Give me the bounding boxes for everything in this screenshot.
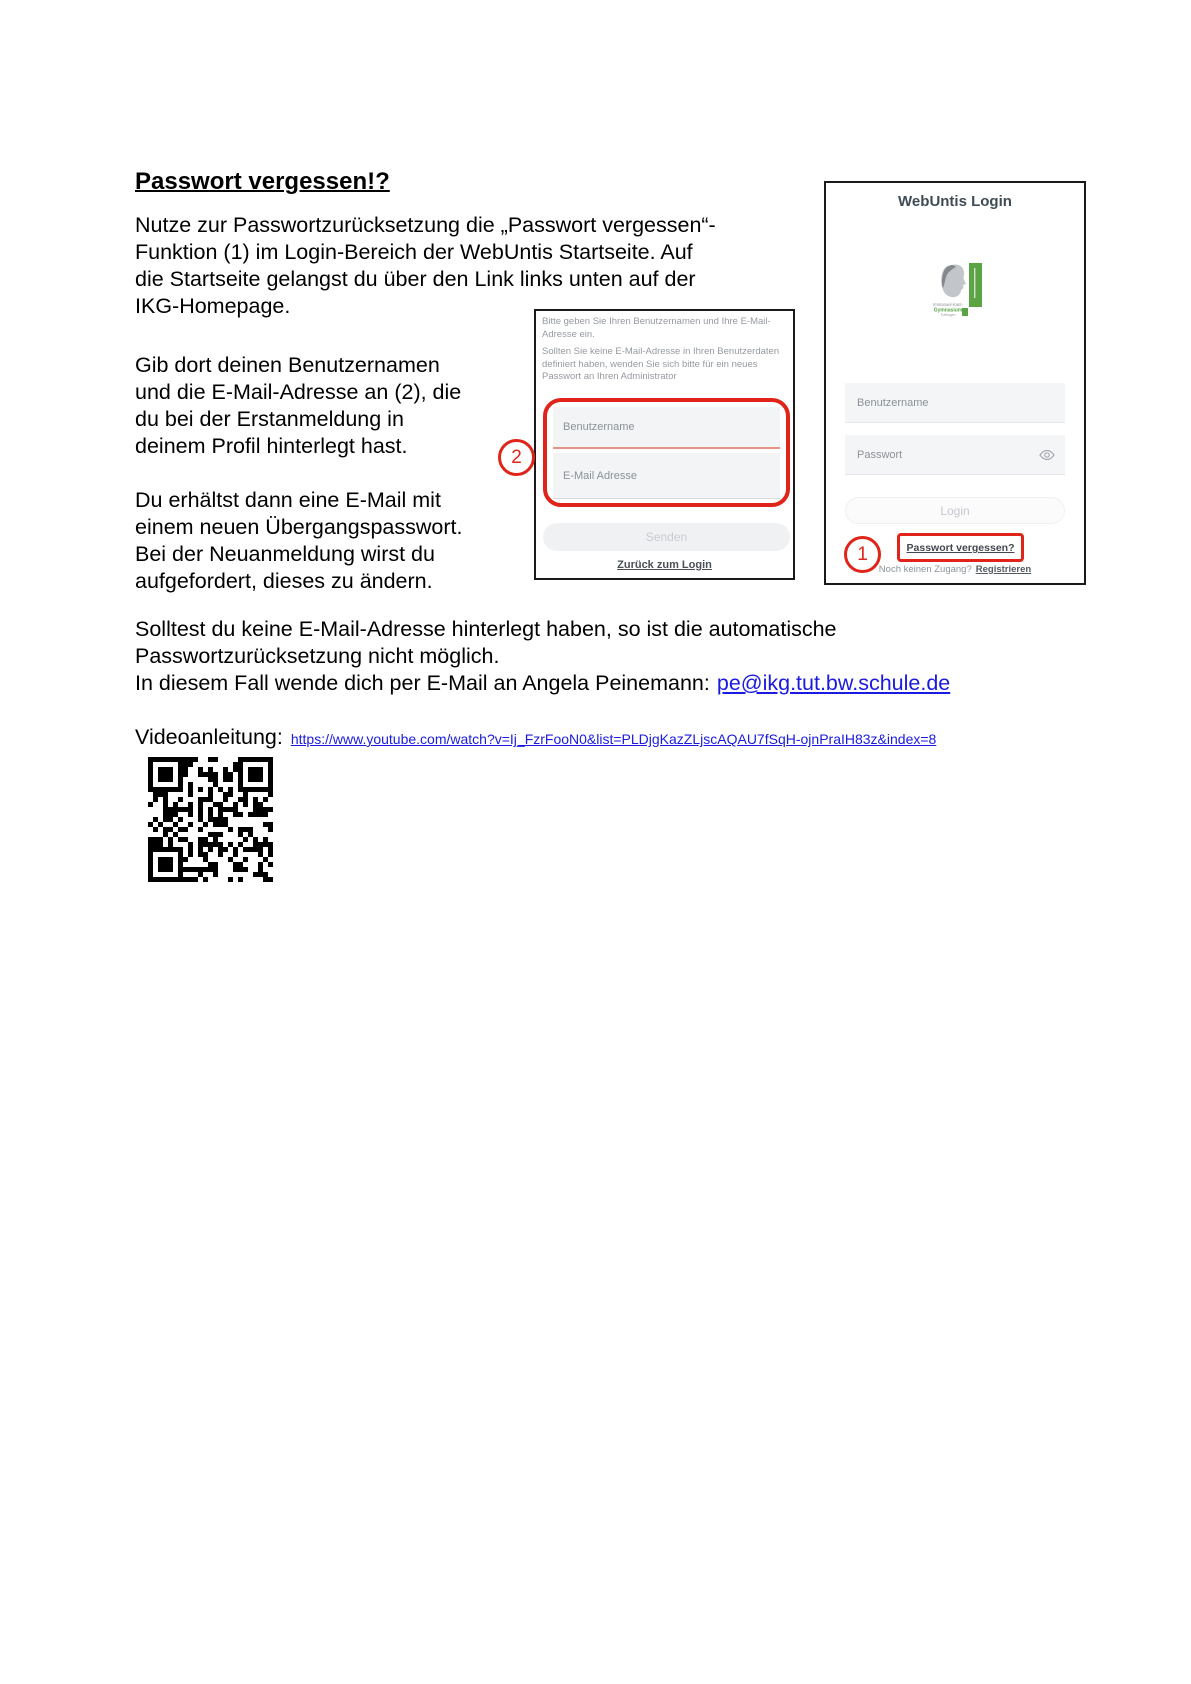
- username-placeholder: Benutzername: [563, 421, 635, 433]
- webuntis-login-title: WebUntis Login: [898, 193, 1012, 210]
- qr-code: [148, 757, 273, 882]
- text-line: Bei der Neuanmeldung wirst du: [135, 542, 435, 566]
- video-line: [135, 724, 936, 753]
- username-field: [553, 407, 780, 449]
- text-line: und die E-Mail-Adresse an (2), die: [135, 380, 462, 404]
- video-link[interactable]: https://www.youtube.com/watch?v=Ij_FzrFooN0&list=PLDjgKazZLjscAQAU7fSqH-ojnPraIH83z&index=8: [290, 731, 937, 747]
- text-line: aufgefordert, dieses zu ändern.: [135, 569, 433, 593]
- text-line: Passwortzurücksetzung nicht möglich.: [135, 644, 500, 668]
- note-paragraph: [135, 616, 837, 670]
- video-label: Videoanleitung:: [135, 725, 283, 749]
- email-placeholder: E-Mail Adresse: [563, 469, 637, 482]
- intro-paragraph: [135, 212, 716, 320]
- back-to-login-link: Zurück zum Login: [617, 559, 712, 571]
- text-line: Nutze zur Passwortzurücksetzung die „Passwort vergessen“-: [135, 213, 716, 237]
- eye-icon: [1039, 449, 1055, 461]
- forgot-password-link: Passwort vergessen?: [906, 542, 1015, 554]
- text-line: einem neuen Übergangspasswort.: [135, 515, 463, 539]
- password-placeholder: Passwort: [857, 448, 903, 461]
- login-username-field: [845, 383, 1065, 423]
- text-line: Solltest du keine E-Mail-Adresse hinterlegt haben, so ist die automatische: [135, 617, 837, 641]
- register-text: Noch keinen Zugang?: [878, 564, 972, 575]
- contact-line: [135, 670, 950, 697]
- step2-highlight-box: [543, 398, 790, 507]
- reset-instruction-2: Sollten Sie keine E-Mail-Adresse in Ihren Benutzerdaten definiert haben, wenden Sie sich bitte für ein neues Passwort an Ihren Administrator: [542, 346, 780, 382]
- username-step-paragraph: [135, 352, 461, 460]
- step1-marker: 1: [844, 536, 881, 573]
- text-line: IKG-Homepage.: [135, 294, 291, 318]
- reset-instruction-1: Bitte geben Sie Ihren Benutzernamen und Ihre E-Mail-Adresse ein.: [542, 316, 771, 340]
- login-password-field: [845, 435, 1065, 475]
- text-line: deinem Profil hinterlegt hast.: [135, 434, 408, 458]
- text-line: du bei der Erstanmeldung in: [135, 407, 404, 431]
- school-logo-text: Immanuel-Kant-: [933, 302, 963, 307]
- login-screenshot: [824, 181, 1086, 585]
- email-step-paragraph: [135, 487, 462, 595]
- register-link: Registrieren: [975, 564, 1032, 575]
- text-line: Gib dort deinen Benutzernamen: [135, 353, 440, 377]
- text-line: Funktion (1) im Login-Bereich der WebUntis Startseite. Auf: [135, 240, 693, 264]
- school-logo-text: Gymnasium: [933, 307, 963, 314]
- text-line: die Startseite gelangst du über den Link links unten auf der: [135, 267, 696, 291]
- contact-text: In diesem Fall wende dich per E-Mail an Angela Peinemann:: [135, 671, 710, 695]
- login-button: Login: [845, 497, 1065, 524]
- school-logo: [932, 262, 985, 320]
- email-field: [553, 453, 780, 499]
- school-logo-text: Tuttlingen: [940, 313, 956, 317]
- send-button: Senden: [543, 523, 790, 551]
- step1-highlight-box: [897, 533, 1024, 562]
- step2-marker: 2: [498, 439, 535, 476]
- text-line: Du erhältst dann eine E-Mail mit: [135, 488, 441, 512]
- page-title: Passwort vergessen!?: [135, 168, 390, 195]
- username-placeholder: Benutzername: [857, 396, 929, 409]
- contact-email-link[interactable]: pe@ikg.tut.bw.schule.de: [716, 671, 951, 695]
- reset-form-screenshot: [534, 309, 795, 580]
